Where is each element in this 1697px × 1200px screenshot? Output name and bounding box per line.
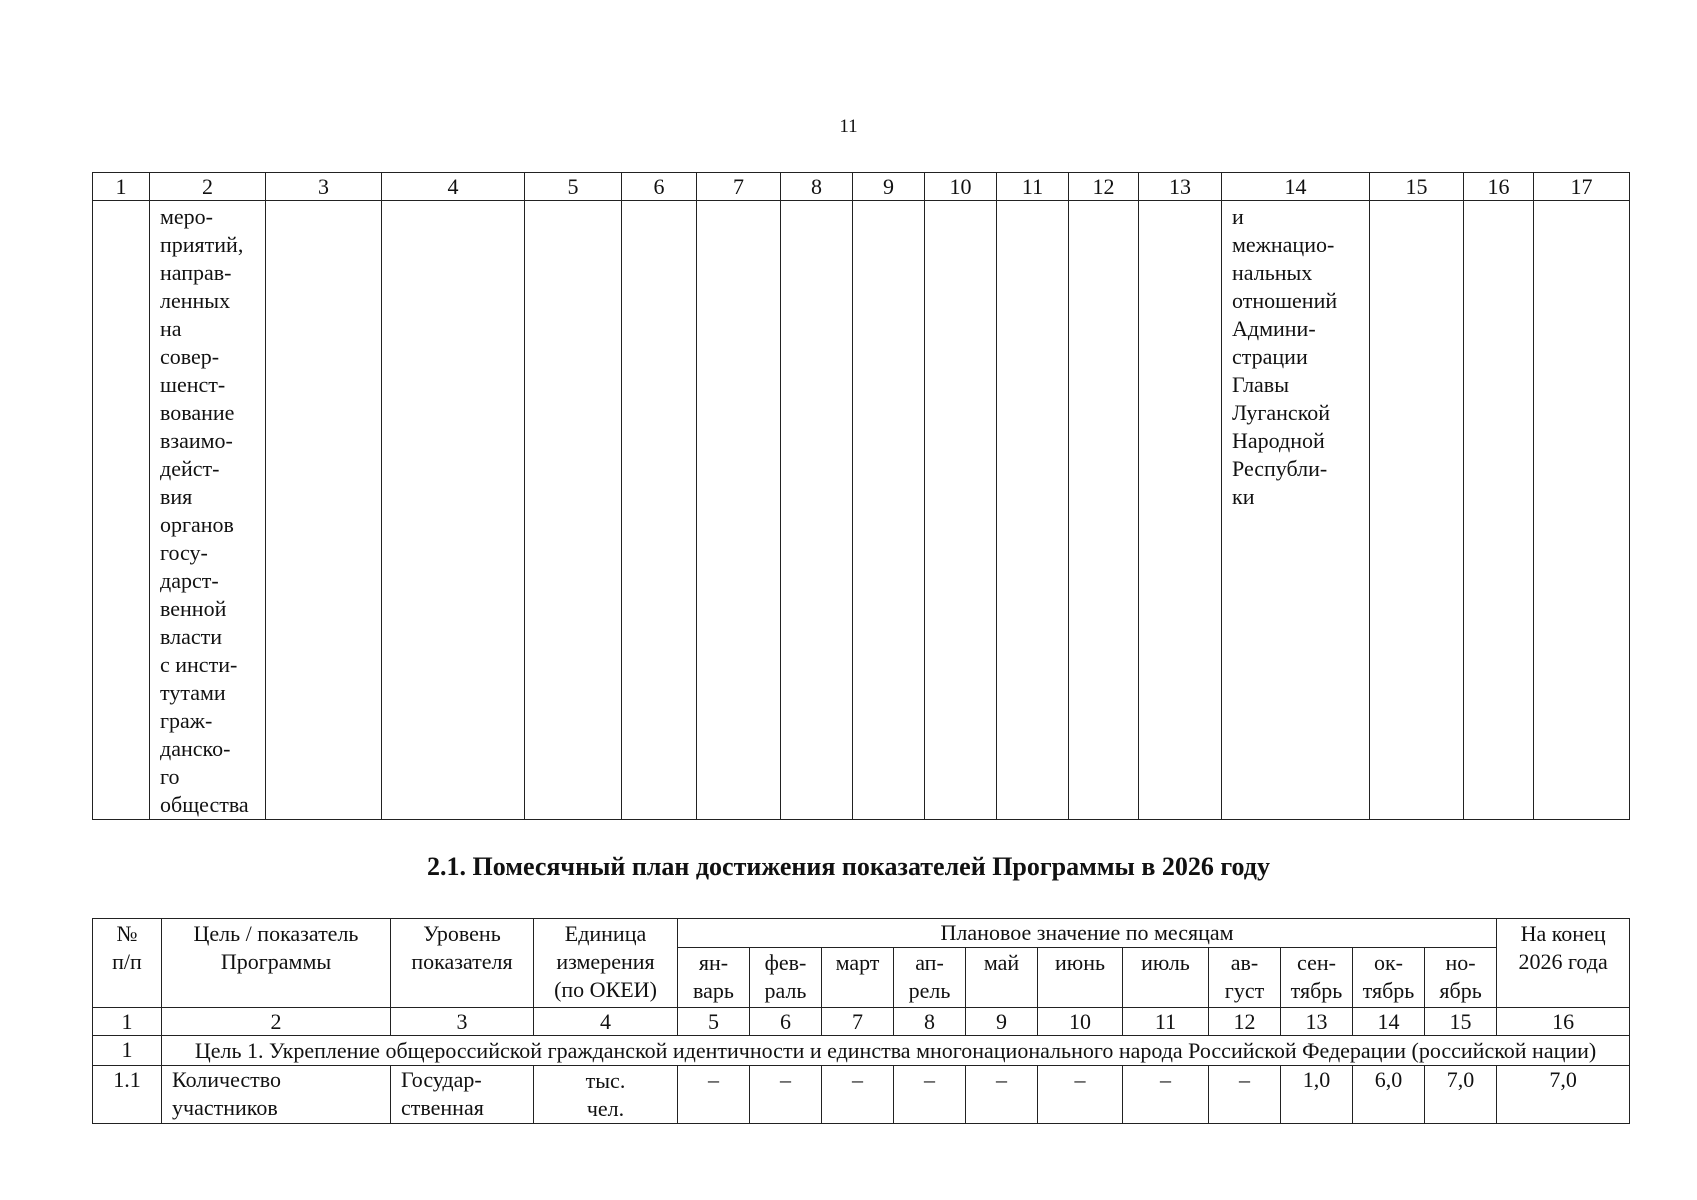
- month-header: май: [966, 948, 1038, 1008]
- col-number: 6: [750, 1008, 822, 1036]
- col-number: 10: [1038, 1008, 1123, 1036]
- col-header: 3: [266, 173, 382, 201]
- table-cell: [1069, 201, 1139, 820]
- table-cell: [1534, 201, 1630, 820]
- col-header: 1: [93, 173, 150, 201]
- col-header: 9: [853, 173, 925, 201]
- col-number: 14: [1353, 1008, 1425, 1036]
- header-unit: Единица измерения (по ОКЕИ): [534, 919, 678, 1008]
- month-header: ок- тябрь: [1353, 948, 1425, 1008]
- col-header: 5: [525, 173, 622, 201]
- table-row: [93, 201, 1630, 820]
- indicator-name: Количество участников: [162, 1066, 391, 1124]
- month-value: –: [822, 1066, 894, 1124]
- col-header: 4: [382, 173, 525, 201]
- table-cell: [1139, 201, 1222, 820]
- month-value: –: [750, 1066, 822, 1124]
- month-header: ян- варь: [678, 948, 750, 1008]
- indicator-row: [93, 1066, 1630, 1124]
- month-header: июнь: [1038, 948, 1123, 1008]
- table-cell: [266, 201, 382, 820]
- header-end-of-year: На конец 2026 года: [1497, 919, 1630, 1008]
- table-cell: [997, 201, 1069, 820]
- responsible-body: и межнацио- нальных отношений Админи- страции Главы Луганской Народной Республи- ки: [1232, 204, 1338, 509]
- month-header: ап- рель: [894, 948, 966, 1008]
- col-header: 8: [781, 173, 853, 201]
- goal-text: Цель 1. Укрепление общероссийской гражданской идентичности и единства многонационального народа Российской Федерации (российской нации): [162, 1036, 1630, 1066]
- col-header: 10: [925, 173, 997, 201]
- column-number-row: [93, 173, 1630, 201]
- col-number: 8: [894, 1008, 966, 1036]
- monthly-plan-table: [92, 918, 1630, 1124]
- col-number: 11: [1123, 1008, 1209, 1036]
- col-number: 9: [966, 1008, 1038, 1036]
- col-number: 16: [1497, 1008, 1630, 1036]
- col-number: 4: [534, 1008, 678, 1036]
- table-cell: [697, 201, 781, 820]
- table-cell: [1222, 201, 1370, 820]
- table-cell: [1370, 201, 1464, 820]
- col-number: 2: [162, 1008, 391, 1036]
- table-cell: [1464, 201, 1534, 820]
- table-cell: [925, 201, 997, 820]
- goal-number: 1: [93, 1036, 162, 1066]
- event-description: меро- приятий, направ- ленных на совер- шенст- вование взаимо- дейст- вия органов госу- дарст- венной власти с инсти- тутами граж- данско- го общества: [160, 204, 249, 817]
- month-header: июль: [1123, 948, 1209, 1008]
- col-header: 13: [1139, 173, 1222, 201]
- col-header: 17: [1534, 173, 1630, 201]
- table-cell: [781, 201, 853, 820]
- col-header: 16: [1464, 173, 1534, 201]
- continuation-table: [92, 172, 1630, 820]
- month-value: 7,0: [1425, 1066, 1497, 1124]
- indicator-level: Государ- ственная: [391, 1066, 534, 1124]
- header-level: Уровень показателя: [391, 919, 534, 1008]
- col-number: 15: [1425, 1008, 1497, 1036]
- col-header: 14: [1222, 173, 1370, 201]
- col-number: 3: [391, 1008, 534, 1036]
- header-row: [93, 919, 1630, 948]
- col-header: 15: [1370, 173, 1464, 201]
- month-value: 6,0: [1353, 1066, 1425, 1124]
- page-number: 11: [839, 116, 858, 137]
- col-header: 2: [150, 173, 266, 201]
- table-cell: [382, 201, 525, 820]
- month-value: –: [894, 1066, 966, 1124]
- table-cell: [150, 201, 266, 820]
- month-value: –: [1038, 1066, 1123, 1124]
- header-num: № п/п: [93, 919, 162, 1008]
- col-number: 5: [678, 1008, 750, 1036]
- column-number-row: [93, 1008, 1630, 1036]
- col-header: 7: [697, 173, 781, 201]
- table-cell: [93, 201, 150, 820]
- col-header: 12: [1069, 173, 1139, 201]
- month-header: сен- тябрь: [1281, 948, 1353, 1008]
- month-header: март: [822, 948, 894, 1008]
- end-of-year-value: 7,0: [1497, 1066, 1630, 1124]
- col-header: 6: [622, 173, 697, 201]
- month-value: 1,0: [1281, 1066, 1353, 1124]
- header-goal: Цель / показатель Программы: [162, 919, 391, 1008]
- table-cell: [525, 201, 622, 820]
- month-value: –: [1209, 1066, 1281, 1124]
- table-cell: [853, 201, 925, 820]
- month-header: но- ябрь: [1425, 948, 1497, 1008]
- month-value: –: [1123, 1066, 1209, 1124]
- goal-row: [93, 1036, 1630, 1066]
- month-value: –: [678, 1066, 750, 1124]
- col-number: 7: [822, 1008, 894, 1036]
- header-monthly: Плановое значение по месяцам: [678, 919, 1497, 948]
- section-title: 2.1. Помесячный план достижения показателей Программы в 2026 году: [427, 852, 1270, 881]
- month-header: ав- густ: [1209, 948, 1281, 1008]
- table-cell: [622, 201, 697, 820]
- indicator-unit: тыс. чел.: [534, 1066, 678, 1124]
- month-header: фев- раль: [750, 948, 822, 1008]
- indicator-number: 1.1: [93, 1066, 162, 1124]
- col-number: 1: [93, 1008, 162, 1036]
- month-value: –: [966, 1066, 1038, 1124]
- col-number: 13: [1281, 1008, 1353, 1036]
- col-number: 12: [1209, 1008, 1281, 1036]
- col-header: 11: [997, 173, 1069, 201]
